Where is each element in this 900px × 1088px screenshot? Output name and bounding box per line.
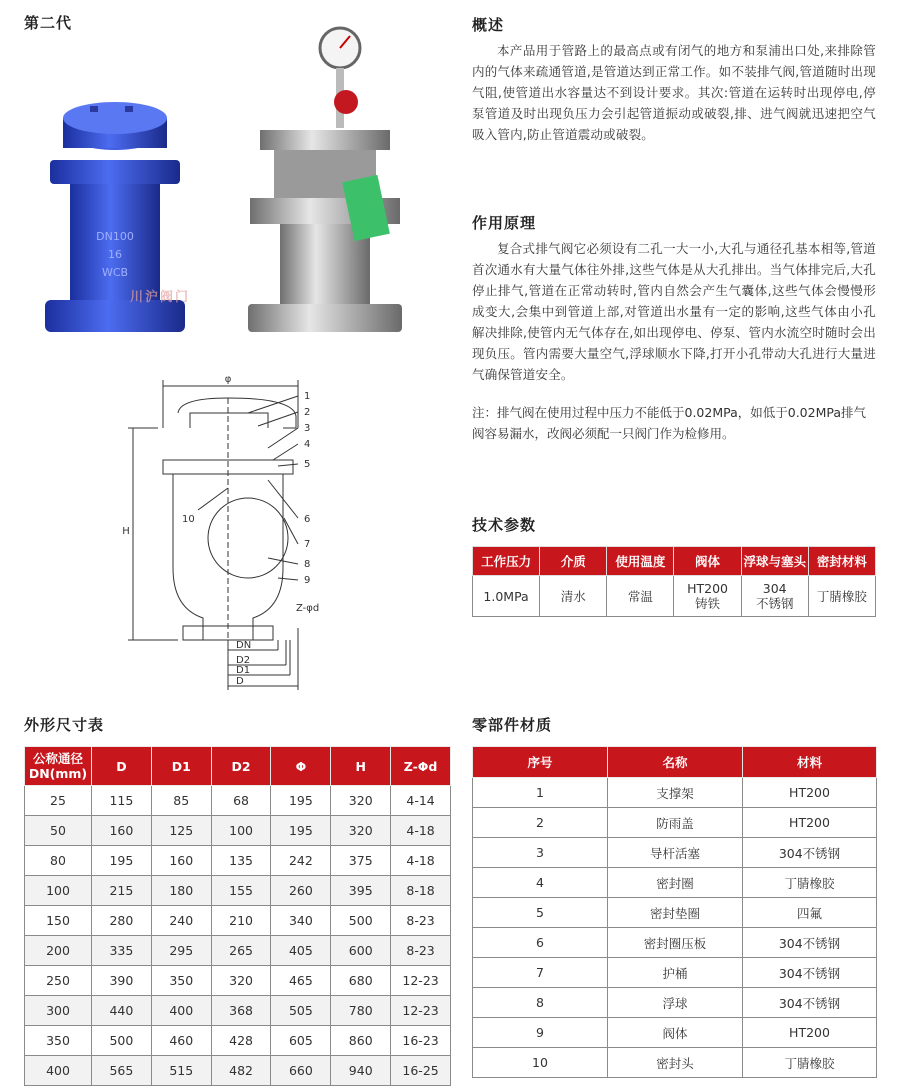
table-cell: 210 [211, 906, 271, 936]
table-cell: 304不锈钢 [743, 838, 877, 868]
table-row [25, 1026, 451, 1056]
table-cell: 8 [473, 988, 608, 1018]
table-cell: 780 [331, 996, 391, 1026]
table-cell: 4-18 [391, 816, 451, 846]
table-cell: 195 [271, 816, 331, 846]
table-cell: 3 [473, 838, 608, 868]
table-cell: 125 [151, 816, 211, 846]
label-9: 9 [304, 575, 311, 586]
parts-table [472, 746, 877, 1078]
table-cell: 密封垫圈 [608, 898, 743, 928]
tech-header-temperature: 使用温度 [607, 547, 674, 576]
table-row [25, 846, 451, 876]
tech-header-medium: 介质 [540, 547, 607, 576]
table-cell: 242 [271, 846, 331, 876]
parts-header: 材料 [743, 747, 877, 778]
label-2: 2 [304, 407, 311, 418]
generation-title: 第二代 [24, 14, 73, 32]
table-cell: 240 [151, 906, 211, 936]
tech-seal: 丁腈橡胶 [808, 576, 875, 617]
table-cell: 215 [92, 876, 152, 906]
valve-section-drawing [118, 368, 368, 698]
table-cell: 195 [92, 846, 152, 876]
table-cell: 400 [151, 996, 211, 1026]
label-5: 5 [304, 459, 311, 470]
table-cell: 阀体 [608, 1018, 743, 1048]
table-cell: 565 [92, 1056, 152, 1086]
table-cell: 155 [211, 876, 271, 906]
table-cell: 150 [25, 906, 92, 936]
table-row [25, 786, 451, 816]
table-cell: 16-23 [391, 1026, 451, 1056]
parts-header: 序号 [473, 747, 608, 778]
valve-mark-pn: 16 [108, 248, 122, 261]
label-10: 10 [182, 514, 195, 525]
table-cell: 335 [92, 936, 152, 966]
dimensions-header: D2 [211, 747, 271, 786]
parts-header: 名称 [608, 747, 743, 778]
table-cell: 115 [92, 786, 152, 816]
table-cell: 密封圈 [608, 868, 743, 898]
table-cell: 12-23 [391, 996, 451, 1026]
table-row [473, 868, 877, 898]
table-cell: 860 [331, 1026, 391, 1056]
table-cell: 400 [25, 1056, 92, 1086]
table-cell: 660 [271, 1056, 331, 1086]
table-cell: 7 [473, 958, 608, 988]
table-cell: 4-14 [391, 786, 451, 816]
dimensions-table [24, 746, 451, 1086]
label-d2: D2 [236, 655, 251, 666]
label-1: 1 [304, 391, 311, 402]
label-phi: φ [224, 374, 232, 385]
table-cell: 465 [271, 966, 331, 996]
table-cell: 265 [211, 936, 271, 966]
table-cell: 428 [211, 1026, 271, 1056]
principle-note: 注：排气阀在使用过程中压力不能低于0.02MPa，如低于0.02MPa排气阀容易漏水，改阀必须配一只阀门作为检修用。 [472, 405, 867, 441]
table-cell: 180 [151, 876, 211, 906]
table-cell: 85 [151, 786, 211, 816]
dimensions-header: D1 [151, 747, 211, 786]
table-cell: 4-18 [391, 846, 451, 876]
parts-title: 零部件材质 [472, 716, 553, 734]
table-row [473, 898, 877, 928]
table-row [25, 936, 451, 966]
table-cell: 350 [151, 966, 211, 996]
table-cell: 9 [473, 1018, 608, 1048]
label-h: H [122, 526, 130, 537]
table-cell: 1 [473, 778, 608, 808]
table-cell: 4 [473, 868, 608, 898]
table-cell: 160 [92, 816, 152, 846]
table-cell: 8-18 [391, 876, 451, 906]
table-cell: 防雨盖 [608, 808, 743, 838]
table-row [473, 1018, 877, 1048]
table-cell: 300 [25, 996, 92, 1026]
dimensions-header: Φ [271, 747, 331, 786]
tech-header-float: 浮球与塞头 [741, 547, 808, 576]
table-cell: 支撑架 [608, 778, 743, 808]
table-cell: 250 [25, 966, 92, 996]
label-d1: D1 [236, 665, 251, 676]
principle-title: 作用原理 [472, 214, 537, 232]
table-cell: 浮球 [608, 988, 743, 1018]
table-row [25, 1056, 451, 1086]
blue-valve-image [30, 90, 200, 360]
table-cell: 440 [92, 996, 152, 1026]
table-cell: 460 [151, 1026, 211, 1056]
watermark: 川沪阀门 [130, 290, 191, 305]
table-cell: HT200 [743, 778, 877, 808]
table-cell: 195 [271, 786, 331, 816]
table-cell: 390 [92, 966, 152, 996]
label-d: D [236, 676, 244, 687]
table-cell: 304不锈钢 [743, 988, 877, 1018]
principle-text: 复合式排气阀它必须设有二孔一大一小,大孔与通径孔基本相等,管道首次通水有大量气体往外排,这些气体是从大孔排出。当气体排完后,大孔停止排气,管道在正常动转时,管内自然会产生气囊体,这些气体会慢慢形成变大,会集中到管道上部,对管道出水量有一定的影响,这些气体由小孔解决排除,使管内无气体存在,如出现停电、停泵、管内水流空时随时会出现负压。管内需要大量空气,浮球顺水下降,打开小孔带动大孔进行大量进气确保管道安全。 [472, 241, 876, 382]
table-cell: 350 [25, 1026, 92, 1056]
tech-header-body: 阀体 [674, 547, 741, 576]
table-cell: 100 [25, 876, 92, 906]
table-cell: 密封圈压板 [608, 928, 743, 958]
label-6: 6 [304, 514, 311, 525]
label-8: 8 [304, 559, 311, 570]
dimensions-title: 外形尺寸表 [24, 716, 105, 734]
label-dn: DN [236, 640, 252, 651]
table-row [25, 966, 451, 996]
table-cell: 295 [151, 936, 211, 966]
table-cell: 50 [25, 816, 92, 846]
valve-mark-material: WCB [101, 266, 129, 279]
valve-mark-dn: DN100 [96, 230, 134, 243]
label-4: 4 [304, 439, 311, 450]
label-7: 7 [304, 539, 311, 550]
tech-header-pressure: 工作压力 [473, 547, 540, 576]
table-cell: 940 [331, 1056, 391, 1086]
table-row [473, 958, 877, 988]
label-zphid: Z-φd [296, 603, 320, 614]
table-cell: 200 [25, 936, 92, 966]
table-row [25, 906, 451, 936]
tech-medium: 清水 [540, 576, 607, 617]
table-row [25, 996, 451, 1026]
table-cell: 320 [331, 786, 391, 816]
tech-header-seal: 密封材料 [808, 547, 875, 576]
steel-valve-image [230, 22, 410, 362]
table-cell: 12-23 [391, 966, 451, 996]
table-cell: 5 [473, 898, 608, 928]
overview-text: 本产品用于管路上的最高点或有闭气的地方和泵浦出口处,来排除管内的气体来疏通管道,是管道达到正常工作。如不装排气阀,管道随时出现气阻,使管道出水容量达不到设计要求。其次:管道在运转时出现停电,停泵管道及时出现负压力会引起管道振动或破裂,排、进气阀就迅速把空气吸入管内,防止管道震动或破裂。 [472, 43, 876, 142]
table-cell: 500 [331, 906, 391, 936]
table-cell: 160 [151, 846, 211, 876]
table-cell: 320 [331, 816, 391, 846]
table-cell: 68 [211, 786, 271, 816]
table-cell: 8-23 [391, 936, 451, 966]
table-row [25, 876, 451, 906]
table-cell: 10 [473, 1048, 608, 1078]
table-cell: 605 [271, 1026, 331, 1056]
dimensions-header: D [92, 747, 152, 786]
table-cell: HT200 [743, 1018, 877, 1048]
table-row [473, 778, 877, 808]
table-cell: 2 [473, 808, 608, 838]
table-cell: 500 [92, 1026, 152, 1056]
table-cell: 丁腈橡胶 [743, 868, 877, 898]
table-cell: 80 [25, 846, 92, 876]
table-row [473, 988, 877, 1018]
table-row [25, 816, 451, 846]
tech-temperature: 常温 [607, 576, 674, 617]
table-row [473, 838, 877, 868]
table-row [473, 1048, 877, 1078]
table-cell: 482 [211, 1056, 271, 1086]
table-cell: 6 [473, 928, 608, 958]
table-cell: 600 [331, 936, 391, 966]
table-cell: 8-23 [391, 906, 451, 936]
table-cell: 护桶 [608, 958, 743, 988]
table-cell: 375 [331, 846, 391, 876]
tech-title: 技术参数 [472, 516, 537, 534]
table-cell: 304不锈钢 [743, 958, 877, 988]
table-row [473, 808, 877, 838]
table-cell: 16-25 [391, 1056, 451, 1086]
table-cell: 密封头 [608, 1048, 743, 1078]
table-cell: 395 [331, 876, 391, 906]
table-cell: 丁腈橡胶 [743, 1048, 877, 1078]
table-cell: 25 [25, 786, 92, 816]
table-cell: 280 [92, 906, 152, 936]
table-cell: 260 [271, 876, 331, 906]
table-cell: 405 [271, 936, 331, 966]
table-row [473, 928, 877, 958]
dimensions-header: Z-Φd [391, 747, 451, 786]
dimensions-header: H [331, 747, 391, 786]
table-cell: 680 [331, 966, 391, 996]
tech-pressure: 1.0MPa [473, 576, 540, 617]
table-cell: 135 [211, 846, 271, 876]
label-3: 3 [304, 423, 311, 434]
overview-title: 概述 [472, 16, 505, 34]
tech-table [472, 546, 876, 617]
table-cell: 304不锈钢 [743, 928, 877, 958]
table-cell: 368 [211, 996, 271, 1026]
table-cell: HT200 [743, 808, 877, 838]
dimensions-header: 公称通径 DN(mm) [25, 747, 92, 786]
table-cell: 340 [271, 906, 331, 936]
table-cell: 100 [211, 816, 271, 846]
table-cell: 320 [211, 966, 271, 996]
tech-body: HT200 铸铁 [674, 576, 741, 617]
table-cell: 515 [151, 1056, 211, 1086]
table-cell: 四氟 [743, 898, 877, 928]
table-cell: 导杆活塞 [608, 838, 743, 868]
tech-float: 304 不锈钢 [741, 576, 808, 617]
table-cell: 505 [271, 996, 331, 1026]
